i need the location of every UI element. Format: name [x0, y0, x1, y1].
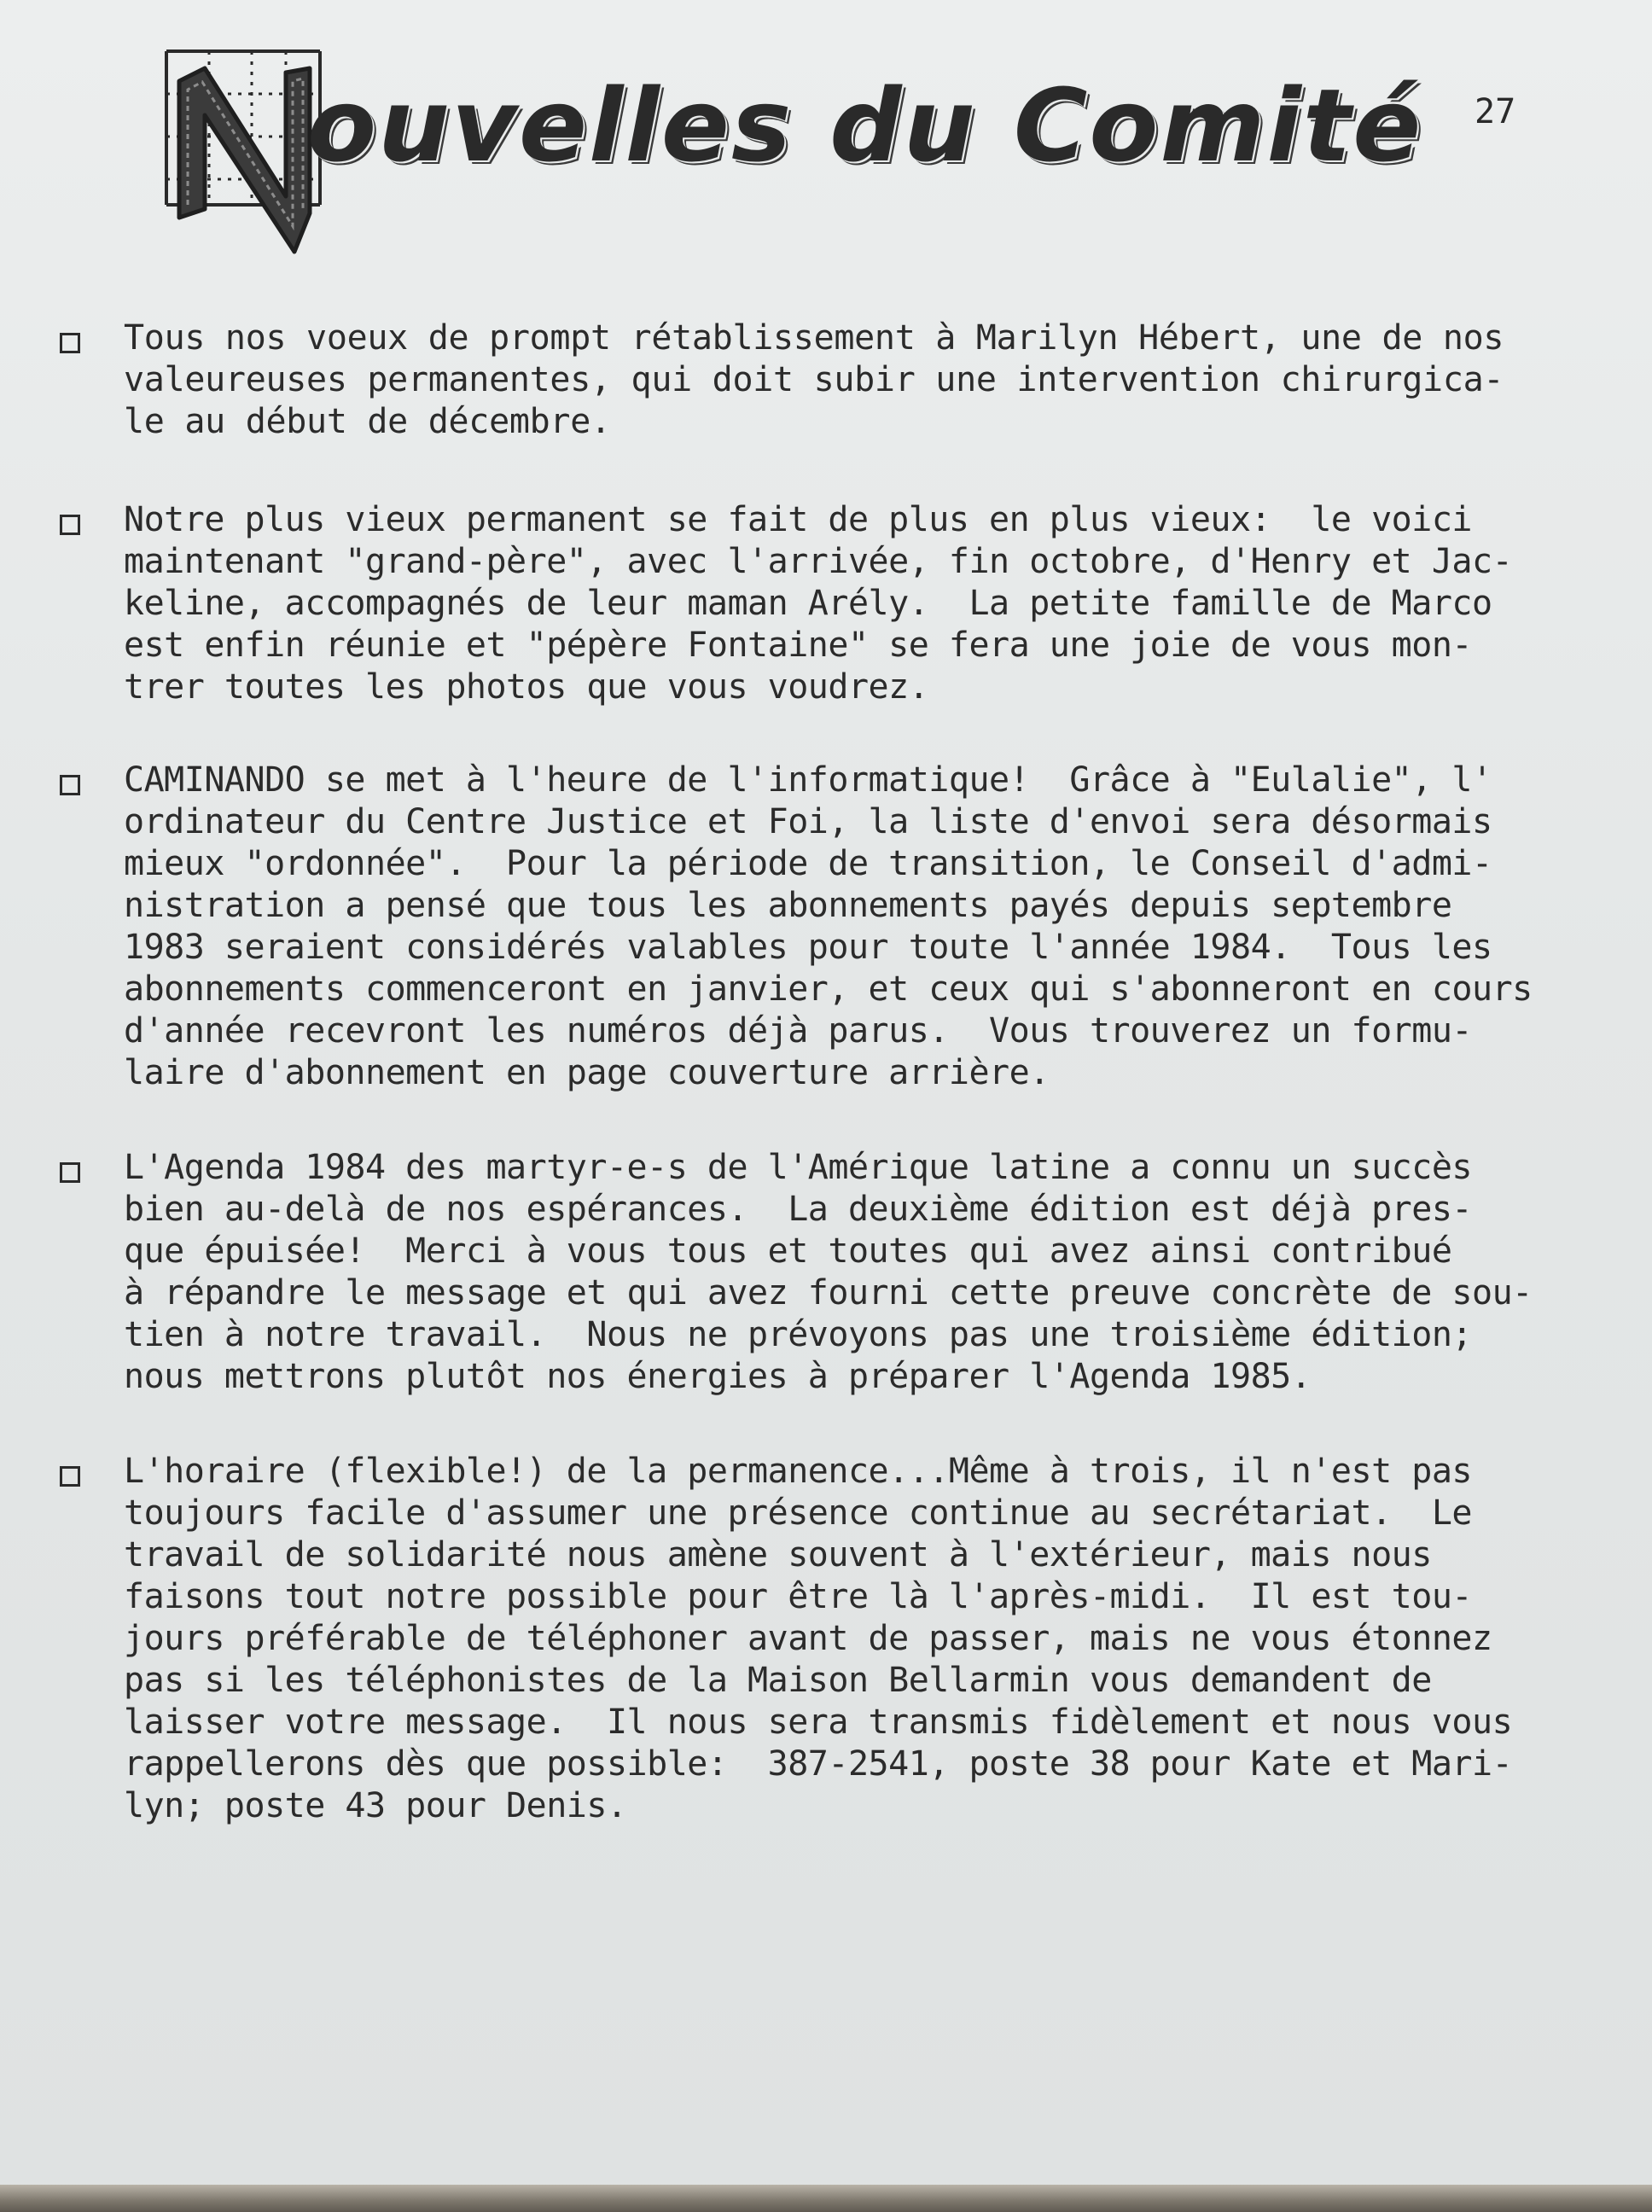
text-line: à répandre le message et qui avez fourni cette preuve concrète de sou- [124, 1273, 1533, 1313]
text-line: pas si les téléphonistes de la Maison Bellarmin vous demandent de [124, 1661, 1432, 1700]
text-line: abonnements commenceront en janvier, et ceux qui s'abonneront en cours [124, 969, 1533, 1009]
news-item [51, 760, 1587, 1094]
news-items-list [51, 317, 1587, 1878]
text-line: d'année recevront les numéros déjà parus. Vous trouverez un formu- [124, 1011, 1472, 1051]
text-line: maintenant "grand-père", avec l'arrivée, fin octobre, d'Henry et Jac- [124, 542, 1513, 581]
text-line: Tous nos voeux de prompt rétablissement à Marilyn Hébert, une de nos [124, 318, 1504, 358]
text-line: bien au-delà de nos espérances. La deuxième édition est déjà pres- [124, 1190, 1472, 1229]
checkbox-bullet-icon [60, 1162, 80, 1183]
text-line: lyn; poste 43 pour Denis. [124, 1786, 627, 1825]
text-line: ordinateur du Centre Justice et Foi, la liste d'envoi sera désormais [124, 802, 1492, 841]
text-line: laisser votre message. Il nous sera transmis fidèlement et nous vous [124, 1703, 1513, 1742]
checkbox-bullet-icon [60, 775, 80, 795]
page-number: 27 [1475, 92, 1516, 131]
news-item [51, 499, 1587, 708]
text-line: 1983 seraient considérés valables pour toute l'année 1984. Tous les [124, 928, 1492, 967]
text-line: L'horaire (flexible!) de la permanence...Même à trois, il n'est pas [124, 1452, 1472, 1491]
masthead [158, 34, 1423, 265]
text-line: tien à notre travail. Nous ne prévoyons pas une troisième édition; [124, 1315, 1472, 1354]
text-line: jours préférable de téléphoner avant de passer, mais ne vous étonnez [124, 1619, 1492, 1658]
checkbox-bullet-icon [60, 1466, 80, 1487]
text-line: laire d'abonnement en page couverture arrière. [124, 1053, 1050, 1092]
text-line: travail de solidarité nous amène souvent à l'extérieur, mais nous [124, 1535, 1432, 1575]
page-bottom-edge [0, 2185, 1652, 2212]
text-line: nistration a pensé que tous les abonnements payés depuis septembre [124, 886, 1452, 925]
text-line: faisons tout notre possible pour être là l'après-midi. Il est tou- [124, 1577, 1472, 1616]
news-item [51, 1147, 1587, 1398]
text-line: rappellerons dès que possible: 387-2541, poste 38 pour Kate et Mari- [124, 1744, 1513, 1784]
text-line: trer toutes les photos que vous voudrez. [124, 667, 929, 707]
text-line: toujours facile d'assumer une présence continue au secrétariat. Le [124, 1493, 1472, 1533]
text-line: nous mettrons plutôt nos énergies à préparer l'Agenda 1985. [124, 1357, 1312, 1396]
text-line: le au début de décembre. [124, 402, 611, 441]
text-line: Notre plus vieux permanent se fait de plus en plus vieux: le voici [124, 500, 1472, 539]
news-item [51, 317, 1587, 443]
text-line: mieux "ordonnée". Pour la période de transition, le Conseil d'admi- [124, 844, 1492, 883]
page-title: ouvelles du Comité [307, 67, 1423, 184]
checkbox-bullet-icon [60, 333, 80, 353]
text-line: que épuisée! Merci à vous tous et toutes qui avez ainsi contribué [124, 1231, 1452, 1271]
text-line: est enfin réunie et "pépère Fontaine" se fera une joie de vous mon- [124, 626, 1472, 665]
text-line: CAMINANDO se met à l'heure de l'informatique! Grâce à "Eulalie", l' [124, 760, 1492, 800]
text-line: L'Agenda 1984 des martyr-e-s de l'Amérique latine a connu un succès [124, 1148, 1472, 1187]
text-line: valeureuses permanentes, qui doit subir une intervention chirurgica- [124, 360, 1504, 399]
news-item [51, 1451, 1587, 1827]
text-line: keline, accompagnés de leur maman Arély. La petite famille de Marco [124, 584, 1492, 623]
checkbox-bullet-icon [60, 515, 80, 535]
